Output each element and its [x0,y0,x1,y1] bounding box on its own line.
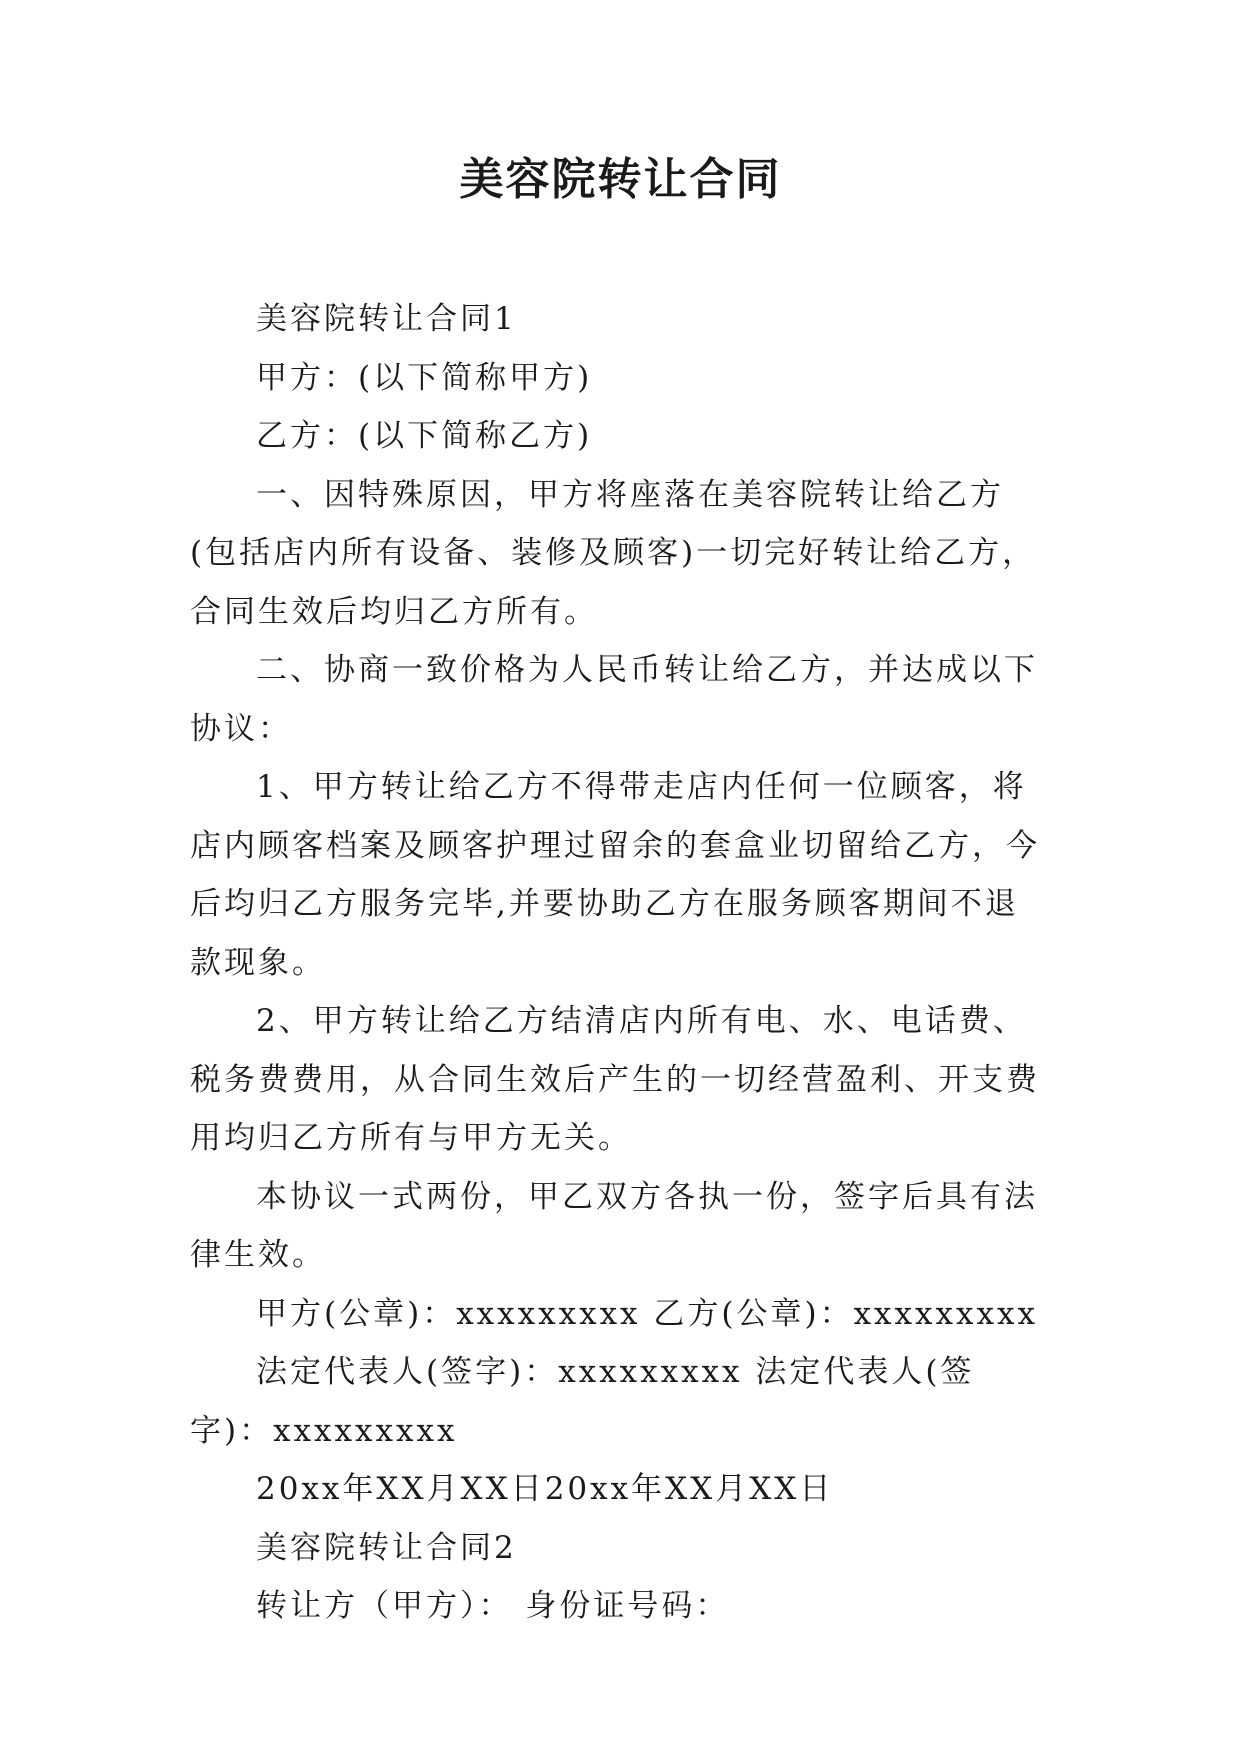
transferor-line: 转让方（甲方）： 身份证号码： [256,1588,730,1624]
document-title: 美容院转让合同 [459,154,782,205]
section-heading-2: 美容院转让合同2 [256,1529,517,1566]
signature-line: 法定代表人(签字)：xxxxxxxxx 法定代表人(签字)：xxxxxxxxx [190,1354,975,1449]
party-b-line: 乙方：(以下简称乙方) [256,418,593,454]
seal-line: 甲方(公章)：xxxxxxxxx 乙方(公章)：xxxxxxxxx [256,1295,1038,1332]
date-line: 20xx年XX月XX日20xx年XX月XX日 [256,1471,834,1507]
sub-clause-1: 1、甲方转让给乙方不得带走店内任何一位顾客，将店内顾客档案及顾客护理过留余的套盒业切留给乙方，今后均归乙方服务完毕,并要协助乙方在服务顾客期间不退款现象。 [190,769,1040,981]
sub-clause-2: 2、甲方转让给乙方结清店内所有电、水、电话费、税务费费用，从合同生效后产生的一切经营盈利、开支费用均归乙方所有与甲方无关。 [190,1003,1040,1156]
agreement-copies: 本协议一式两份，甲乙双方各执一份，签字后具有法律生效。 [190,1178,1038,1273]
clause-one: 一、因特殊原因，甲方将座落在美容院转让给乙方(包括店内所有设备、装修及顾客)一切完好转让给乙方，合同生效后均归乙方所有。 [190,476,1037,630]
document-body [190,290,1052,1636]
party-a-line: 甲方：(以下简称甲方) [256,359,593,396]
section-heading-1: 美容院转让合同1 [256,301,517,337]
clause-two: 二、协商一致价格为人民币转让给乙方，并达成以下协议： [190,652,1038,747]
